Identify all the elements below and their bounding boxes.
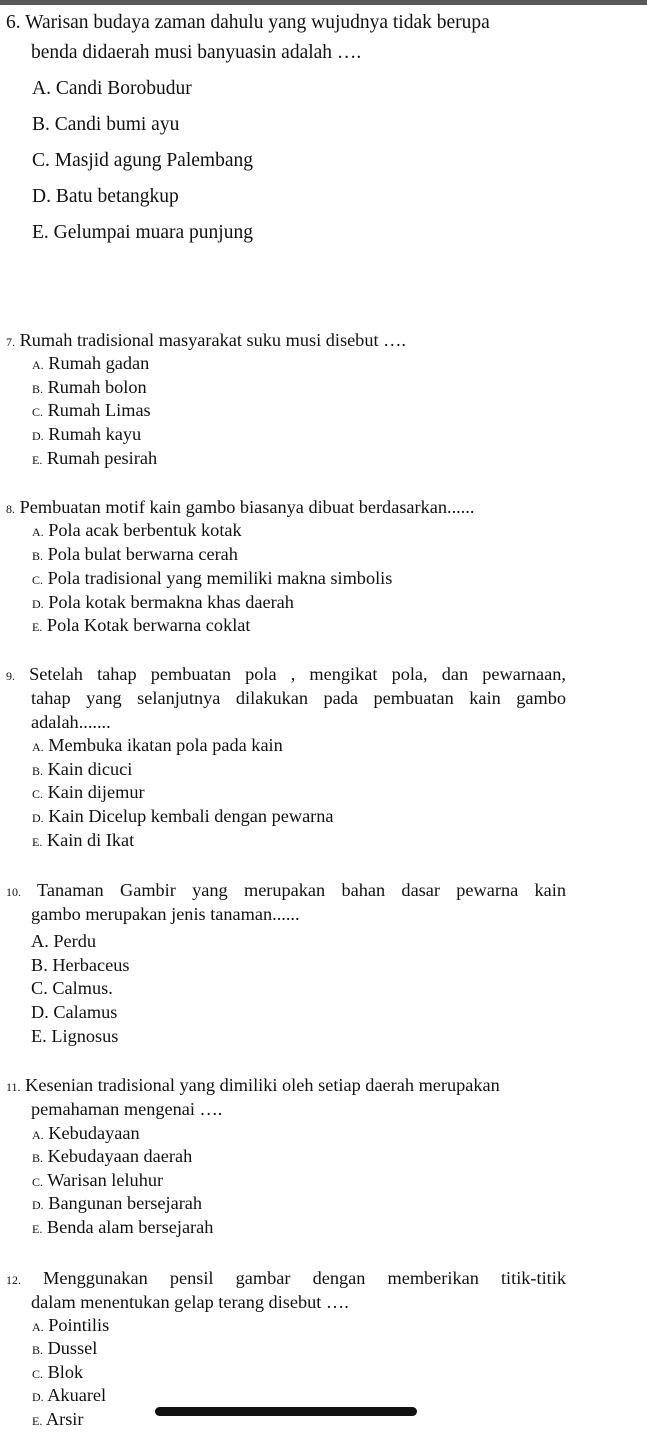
option-a[interactable]: A. Rumah gadan: [32, 353, 150, 373]
top-edge-bar: [0, 0, 647, 5]
question-6-line-1: [6, 12, 490, 34]
question-9-line-1: [6, 664, 566, 685]
question-7-line-1: [6, 330, 406, 351]
option-e[interactable]: E. Pola Kotak berwarna coklat: [32, 615, 251, 635]
question-number: 12.: [6, 1273, 21, 1287]
question-text: Menggunakan pensil gambar dengan memberikan titik-titik: [43, 1268, 566, 1288]
question-9-line-2: tahap yang selanjutnya dilakukan pada pembuatan kain gambo: [31, 688, 566, 708]
question-number: 11.: [6, 1080, 21, 1094]
question-11-line-2: pemahaman mengenai ….: [31, 1099, 223, 1119]
option-d[interactable]: D. Bangunan bersejarah: [32, 1193, 203, 1213]
option-d[interactable]: D. Pola kotak bermakna khas daerah: [32, 592, 294, 612]
question-text: Setelah tahap pembuatan pola , mengikat pola, dan pewarnaan,: [29, 664, 566, 684]
question-text: Rumah tradisional masyarakat suku musi disebut ….: [19, 330, 406, 350]
option-d[interactable]: D. Calamus: [31, 1002, 118, 1022]
option-b[interactable]: B. Rumah bolon: [32, 377, 147, 397]
question-12-line-2: dalam menentukan gelap terang disebut ….: [31, 1292, 349, 1312]
question-text: Warisan budaya zaman dahulu yang wujudnya tidak berupa: [25, 12, 490, 33]
question-text: Tanaman Gambir yang merupakan bahan dasar pewarna kain: [36, 880, 566, 900]
option-c[interactable]: C. Pola tradisional yang memiliki makna simbolis: [32, 568, 393, 588]
option-c[interactable]: C. Blok: [32, 1362, 84, 1382]
option-a[interactable]: A. Pointilis: [32, 1315, 110, 1335]
option-e[interactable]: E. Benda alam bersejarah: [32, 1217, 214, 1237]
option-c[interactable]: C. Masjid agung Palembang: [32, 150, 253, 171]
option-b[interactable]: B. Candi bumi ayu: [32, 114, 180, 135]
option-c[interactable]: C. Calmus.: [31, 978, 113, 998]
option-d[interactable]: D. Kain Dicelup kembali dengan pewarna: [32, 806, 334, 826]
option-e[interactable]: E. Gelumpai muara punjung: [32, 222, 253, 243]
question-9-line-3: adalah.......: [31, 712, 111, 732]
option-b[interactable]: B. Dussel: [32, 1338, 98, 1358]
question-number: 9.: [6, 669, 15, 683]
option-a[interactable]: A. Membuka ikatan pola pada kain: [32, 735, 283, 755]
option-a[interactable]: A. Pola acak berbentuk kotak: [32, 520, 242, 540]
option-a[interactable]: A. Kebudayaan: [32, 1123, 140, 1143]
option-e[interactable]: E. Kain di Ikat: [32, 830, 135, 850]
option-b[interactable]: B. Pola bulat berwarna cerah: [32, 544, 238, 564]
option-b[interactable]: B. Kebudayaan daerah: [32, 1146, 193, 1166]
question-text: Kesenian tradisional yang dimiliki oleh setiap daerah merupakan: [25, 1075, 500, 1095]
question-8-line-1: [6, 497, 474, 518]
question-number: 6.: [6, 12, 21, 33]
option-d[interactable]: D. Akuarel: [32, 1385, 107, 1405]
option-e[interactable]: E. Arsir: [32, 1409, 84, 1429]
question-number: 7.: [6, 335, 15, 349]
option-b[interactable]: B. Kain dicuci: [32, 759, 133, 779]
question-11-line-1: [6, 1075, 500, 1096]
question-text: Pembuatan motif kain gambo biasanya dibuat berdasarkan......: [19, 497, 475, 517]
option-c[interactable]: C. Kain dijemur: [32, 782, 145, 802]
option-e[interactable]: E. Lignosus: [31, 1026, 119, 1046]
question-10-line-1: [6, 880, 566, 901]
home-indicator[interactable]: [155, 1407, 417, 1416]
option-c[interactable]: C. Rumah Limas: [32, 400, 151, 420]
option-a[interactable]: A. Perdu: [31, 931, 97, 951]
question-10-line-2: gambo merupakan jenis tanaman......: [31, 904, 300, 924]
question-number: 10.: [6, 885, 21, 899]
option-b[interactable]: B. Herbaceus: [31, 955, 130, 975]
option-a[interactable]: A. Candi Borobudur: [32, 78, 192, 99]
option-e[interactable]: E. Rumah pesirah: [32, 448, 158, 468]
question-number: 8.: [6, 502, 15, 516]
option-d[interactable]: D. Batu betangkup: [32, 186, 179, 207]
option-d[interactable]: D. Rumah kayu: [32, 424, 142, 444]
option-c[interactable]: C. Warisan leluhur: [32, 1170, 164, 1190]
question-6-line-2: benda didaerah musi banyuasin adalah ….: [31, 42, 362, 63]
question-12-line-1: [6, 1268, 566, 1289]
